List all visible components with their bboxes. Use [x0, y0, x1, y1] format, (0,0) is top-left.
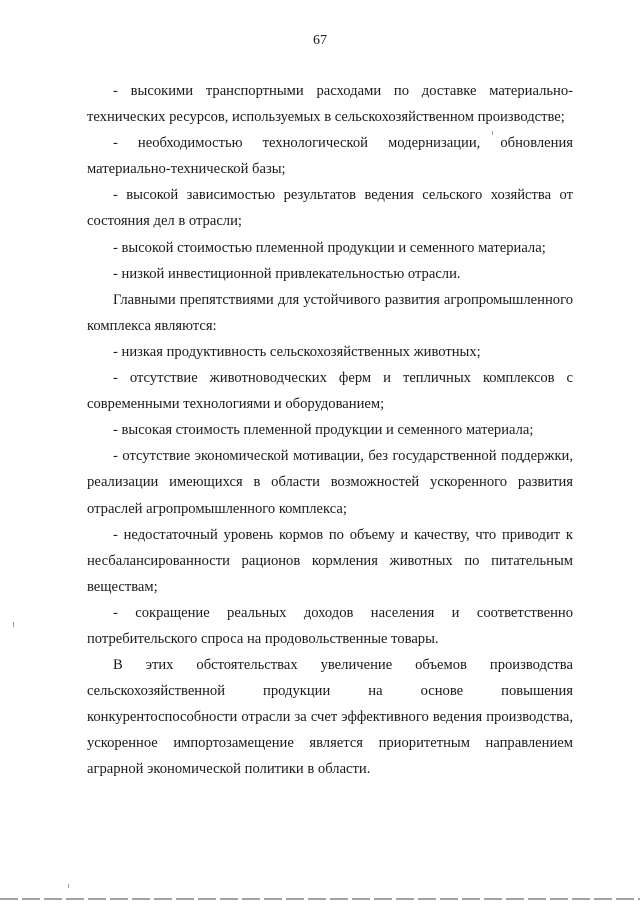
- paragraph-1: - высокими транспортными расходами по доставке материально-технических ресурсов, используемых в сельскохозяйственном производстве;: [87, 83, 573, 126]
- scan-speck: [68, 884, 69, 888]
- page-number: 67: [313, 33, 327, 48]
- paragraph-12: - сокращение реальных доходов населения и соответственно потребительского спроса на продовольственные товары.: [87, 604, 573, 647]
- scan-edge-line: [0, 898, 640, 900]
- paragraph-4: - высокой стоимостью племенной продукции и семенного материала;: [113, 239, 546, 256]
- paragraph-9: - высокая стоимость племенной продукции и семенного материала;: [113, 422, 534, 439]
- paragraph-8: - отсутствие животноводческих ферм и тепличных комплексов с современными технологиями и оборудованием;: [87, 370, 573, 413]
- scan-speck: [13, 622, 14, 627]
- paragraph-13: В этих обстоятельствах увеличение объемов производства сельскохозяйственной продукции на основе повышения конкурентоспособности отрасли за счет эффективного ведения производства, ускоренное импортозамещение является приоритетным направлением аграрной экономической политики в области.: [87, 657, 573, 778]
- paragraph-2: - необходимостью технологической модернизации, обновления материально-технической базы;: [87, 135, 573, 178]
- paragraph-10: - отсутствие экономической мотивации, без государственной поддержки, реализации имеющихся в области возможностей ускоренного развития отраслей агропромышленного комплекса;: [87, 448, 573, 517]
- paragraph-5: - низкой инвестиционной привлекательностью отрасли.: [113, 265, 461, 282]
- scan-speck: [492, 131, 493, 135]
- paragraph-11: - недостаточный уровень кормов по объему и качеству, что приводит к несбалансированности рационов кормления животных по питательным веществам;: [87, 526, 573, 595]
- paragraph-3: - высокой зависимостью результатов ведения сельского хозяйства от состояния дел в отрасли;: [87, 187, 573, 230]
- paragraph-7: - низкая продуктивность сельскохозяйственных животных;: [113, 343, 481, 360]
- paragraph-6: Главными препятствиями для устойчивого развития агропромышленного комплекса являются:: [87, 291, 573, 334]
- body-text: [87, 78, 573, 783]
